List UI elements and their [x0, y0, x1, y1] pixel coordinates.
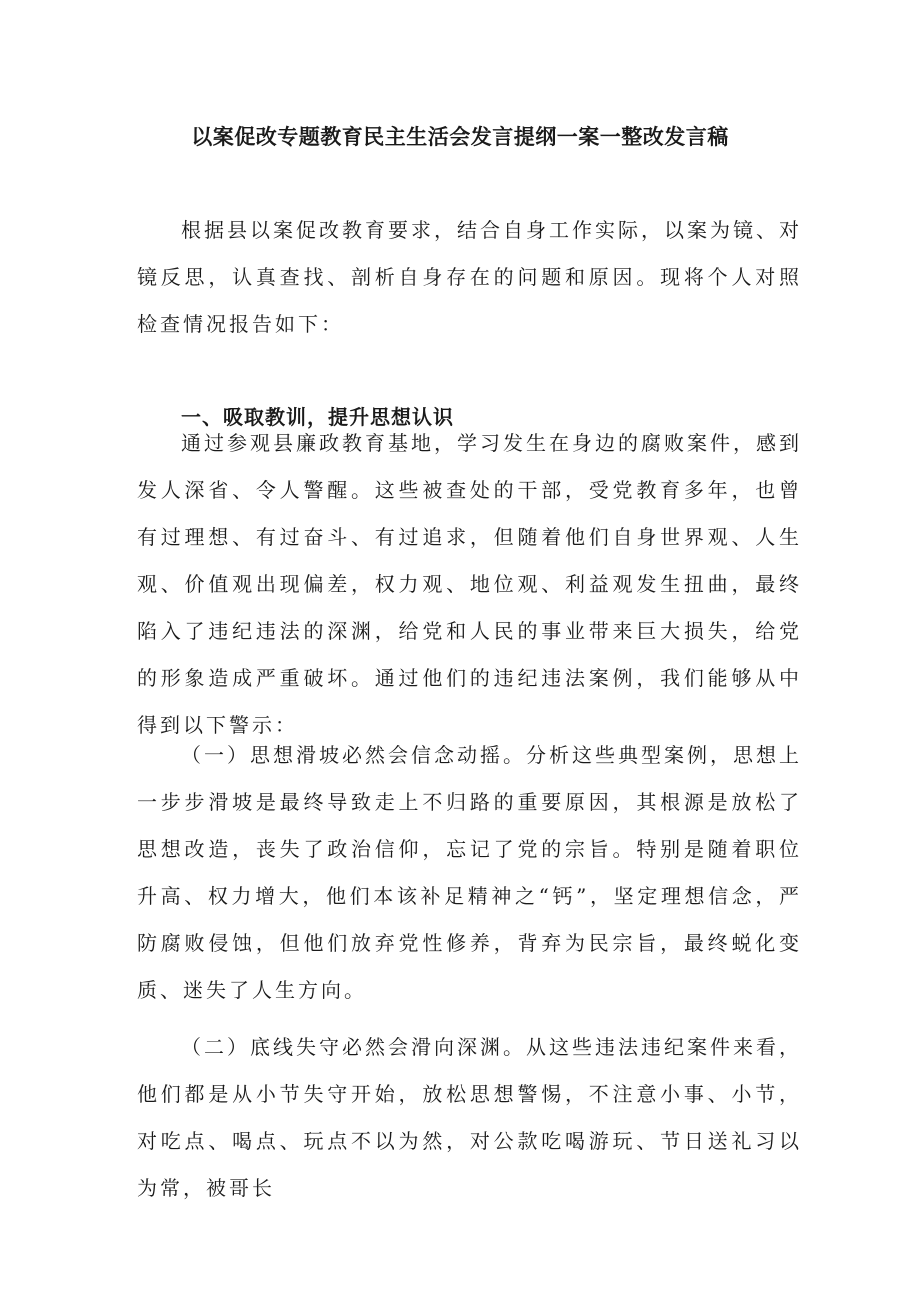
- point-two-paragraph: （二）底线失守必然会滑向深渊。从这些违法违纪案件来看，他们都是从小节失守开始，放松思想警惕，不注意小事、小节，对吃点、喝点、玩点不以为然，对公款吃喝游玩、节日送礼习以为常，被哥长: [137, 1035, 802, 1200]
- section-paragraph: 通过参观县廉政教育基地，学习发生在身边的腐败案件，感到发人深省、令人警醒。这些被查处的干部，受党教育多年，也曾有过理想、有过奋斗、有过追求，但随着他们自身世界观、人生观、价值观出现偏差，权力观、地位观、利益观发生扭曲，最终陷入了违纪违法的深渊，给党和人民的事业带来巨大损失，给党的形象造成严重破坏。通过他们的违纪违法案例，我们能够从中得到以下警示：: [137, 431, 802, 737]
- intro-paragraph: 根据县以案促改教育要求，结合自身工作实际，以案为镜、对镜反思，认真查找、剖析自身存在的问题和原因。现将个人对照检查情况报告如下：: [137, 218, 802, 336]
- section-heading: 一、吸取教训，提升思想认识: [181, 405, 454, 429]
- document-title: 以案促改专题教育民主生活会发言提纲一案一整改发言稿: [191, 125, 729, 149]
- point-one-paragraph: （一）思想滑坡必然会信念动摇。分析这些典型案例，思想上一步步滑坡是最终导致走上不归路的重要原因，其根源是放松了思想改造，丧失了政治信仰，忘记了党的宗旨。特别是随着职位升高、权力增大，他们本该补足精神之“钙”，坚定理想信念，严防腐败侵蚀，但他们放弃党性修养，背弃为民宗旨，最终蜕化变质、迷失了人生方向。: [137, 743, 802, 1002]
